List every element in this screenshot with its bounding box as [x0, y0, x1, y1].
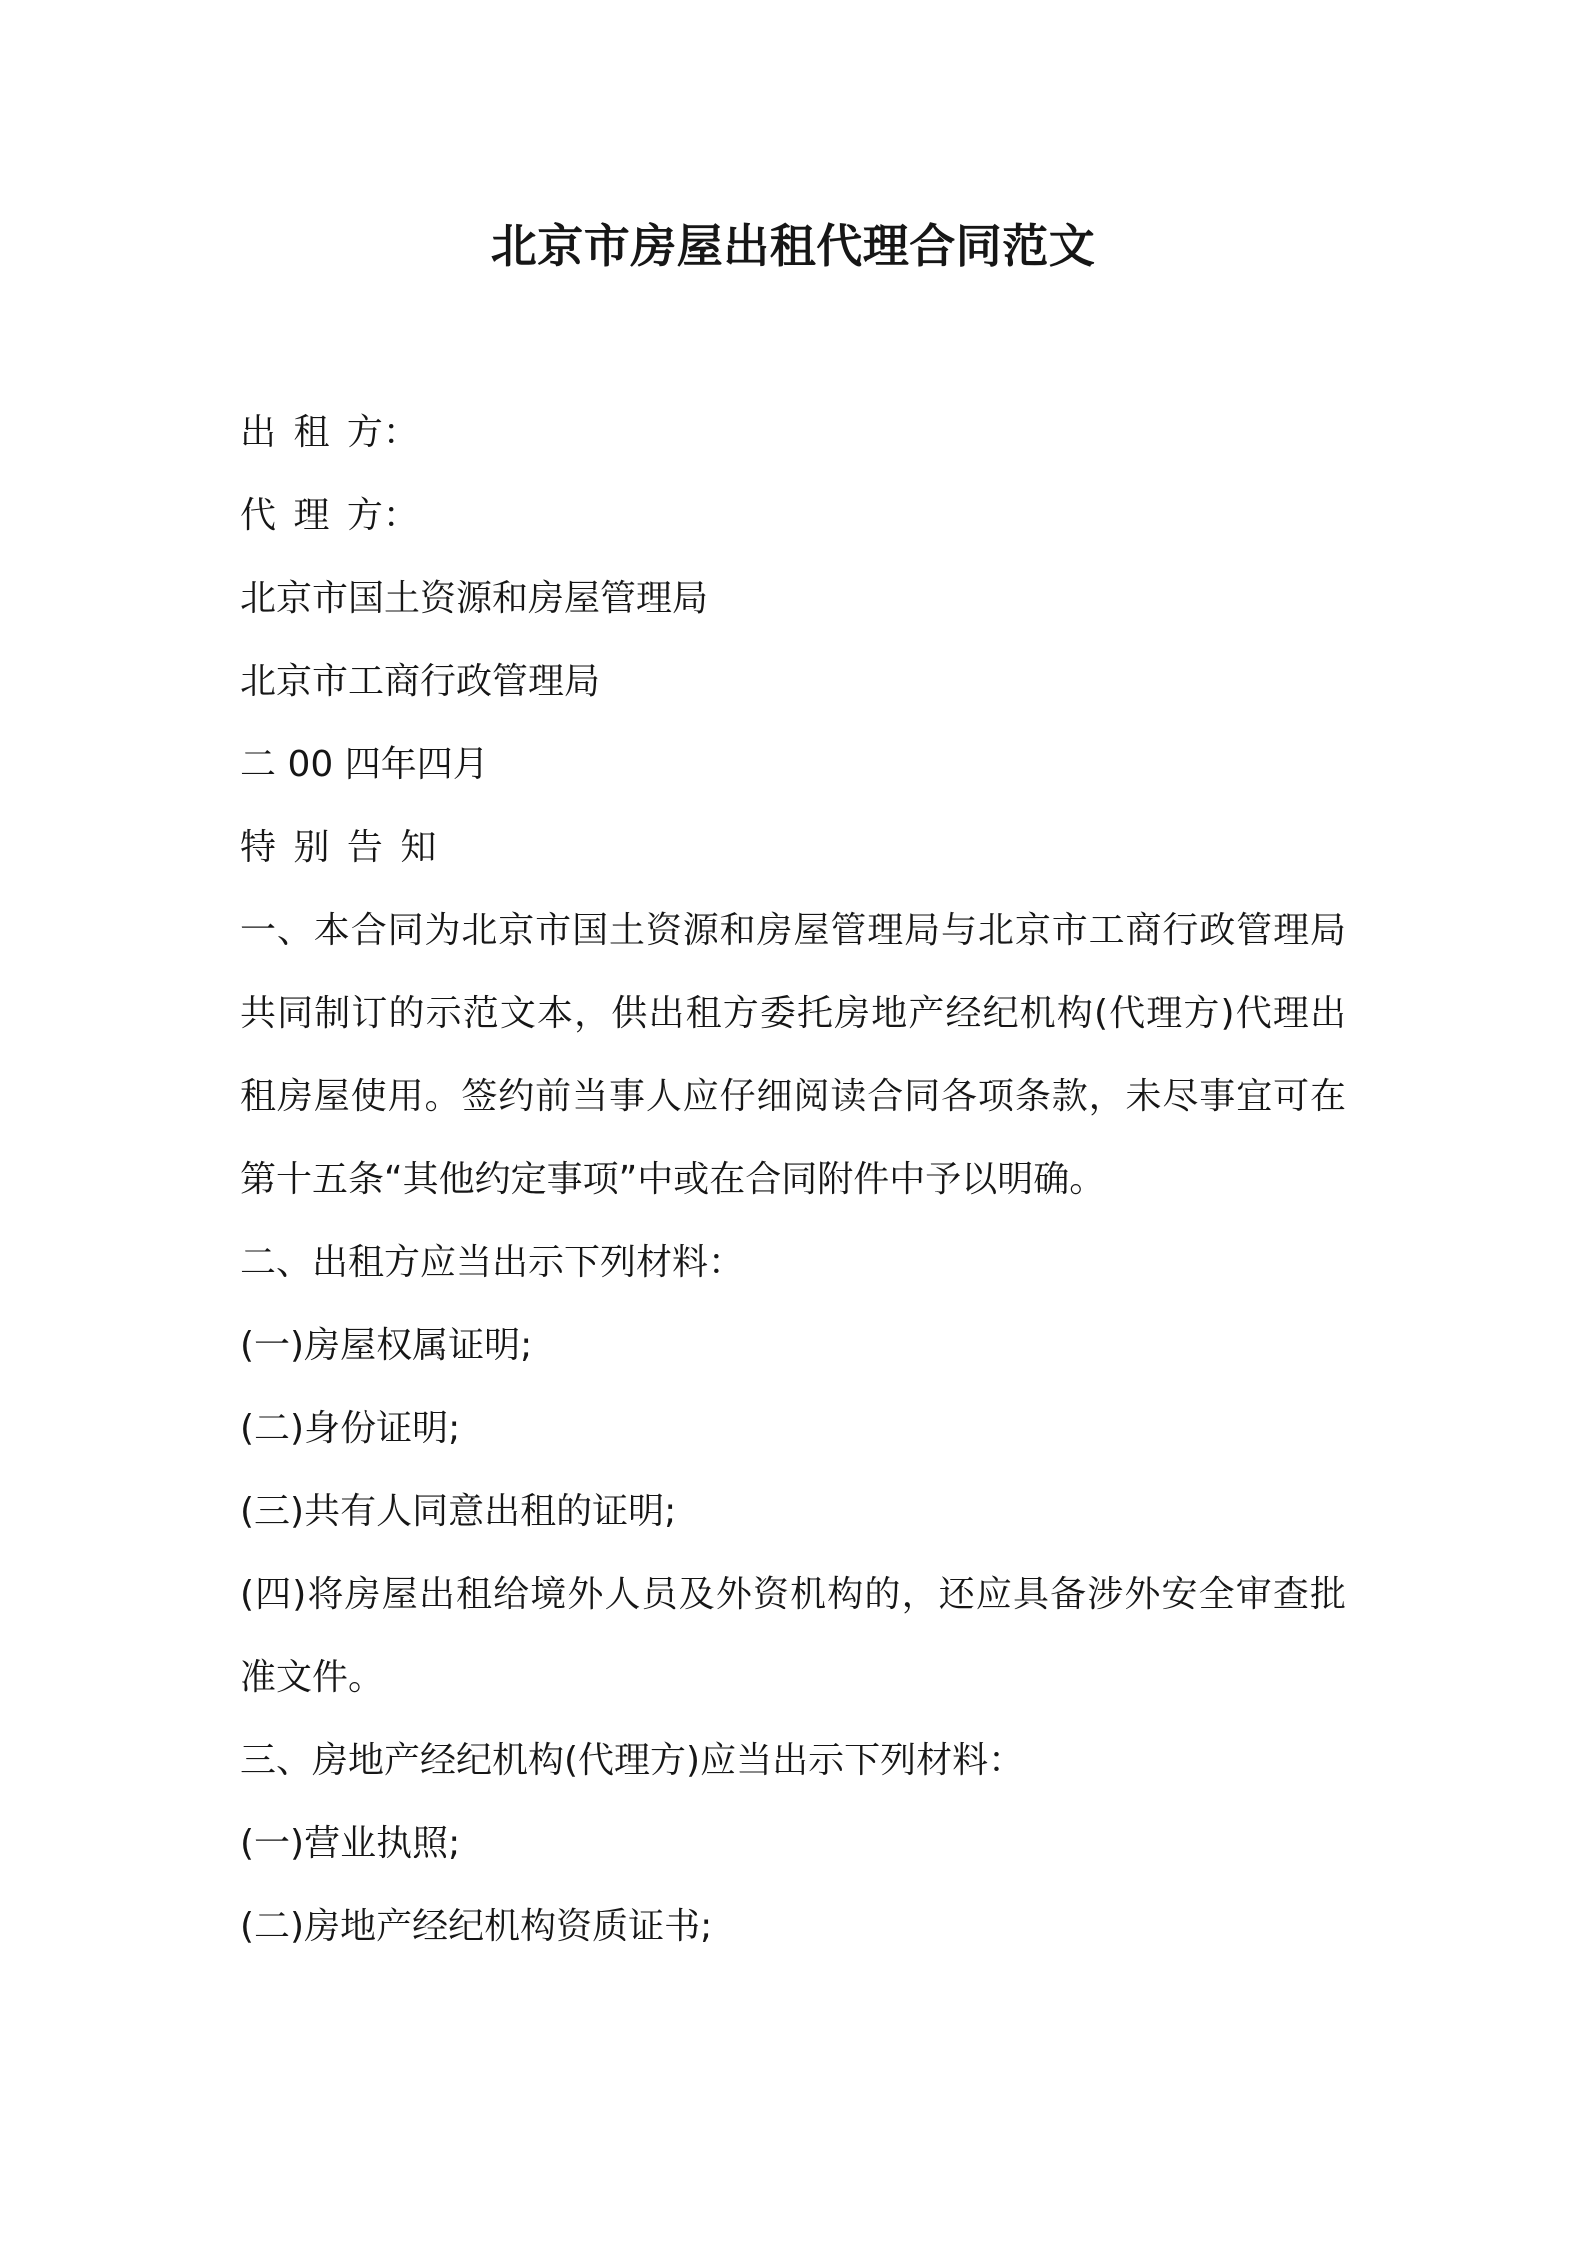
list-item-line: (四)将房屋出租给境外人员及外资机构的，还应具备涉外安全审查批 — [240, 1574, 1346, 1615]
issue-date: 二 00 四年四月 — [240, 744, 489, 785]
document-body — [240, 391, 1346, 1968]
list-item: (二)身份证明; — [240, 1408, 461, 1449]
list-item: (三)共有人同意出租的证明; — [240, 1491, 677, 1532]
list-item: (二)房地产经纪机构资质证书; — [240, 1906, 713, 1947]
paragraph-line: 第十五条“其他约定事项”中或在合同附件中予以明确。 — [240, 1159, 1106, 1200]
section-heading: 三、房地产经纪机构(代理方)应当出示下列材料： — [240, 1740, 1025, 1781]
paragraph-line: 租房屋使用。签约前当事人应仔细阅读合同各项条款，未尽事宜可在 — [240, 1076, 1346, 1117]
paragraph-line: 一、本合同为北京市国土资源和房屋管理局与北京市工商行政管理局 — [240, 910, 1346, 951]
agent-label: 代 理 方： — [240, 495, 419, 536]
issuer-industry-commerce-bureau: 北京市工商行政管理局 — [240, 661, 601, 702]
lessor-label: 出 租 方： — [240, 412, 419, 453]
notice-heading: 特 别 告 知 — [240, 827, 437, 868]
list-item: (一)营业执照; — [240, 1823, 461, 1864]
list-item: (一)房屋权属证明; — [240, 1325, 533, 1366]
notice-section-2 — [240, 1221, 1346, 1719]
list-item — [240, 1553, 1346, 1719]
issuer-land-housing-bureau: 北京市国土资源和房屋管理局 — [240, 578, 709, 619]
notice-section-3 — [240, 1719, 1346, 1968]
paragraph-line: 共同制订的示范文本，供出租方委托房地产经纪机构(代理方)代理出 — [240, 993, 1346, 1034]
section-heading: 二、出租方应当出示下列材料： — [240, 1242, 745, 1283]
document-title: 北京市房屋出租代理合同范文 — [490, 219, 1096, 273]
notice-section-1 — [240, 889, 1346, 1221]
list-item-line: 准文件。 — [240, 1657, 385, 1698]
